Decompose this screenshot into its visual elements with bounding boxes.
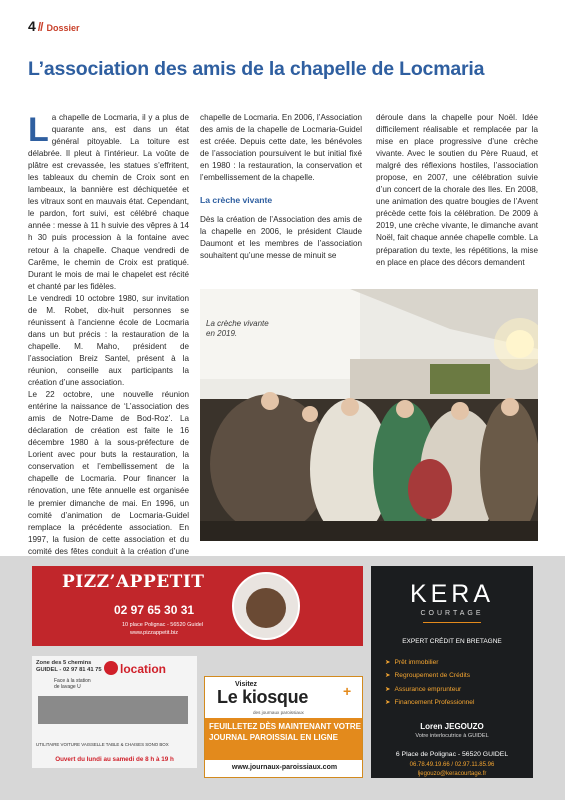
page-folio: [28, 18, 80, 34]
arrow-icon: ➤: [385, 659, 391, 666]
article-column-3: [376, 112, 538, 269]
kiosque-subtitle: des journaux paroissiaux: [253, 710, 304, 715]
loc-zone: [36, 660, 102, 674]
kera-phones[interactable]: 06.78.49.19.66 / 02.97.11.85.96: [409, 762, 495, 768]
photo-caption: [206, 319, 269, 339]
loc-zone-line: Zone des 5 chemins: [36, 660, 92, 666]
nativity-photo: [200, 289, 538, 541]
article-column-1: [28, 112, 189, 570]
kiosque-ad[interactable]: [204, 676, 363, 778]
kera-service-label: Assurance emprunteur: [394, 685, 462, 693]
kera-service-label: Financement Professionnel: [394, 698, 475, 706]
kera-logo: KERA: [409, 580, 495, 608]
arrow-icon: ➤: [385, 672, 391, 680]
arrow-icon: ➤: [385, 685, 391, 693]
kera-services: [385, 656, 474, 709]
paragraph: a chapelle de Locmaria, il y a plus de quarante ans, est dans un état général pitoyable. La toiture est délabrée. Il pleut à l’intérieur. La voûte de plâtre est crevassée, les statues s’effritent, les tableaux du chemin de Croix sont en lambeaux, la bannière est déchiquetée et les vitraux sont en mauvais état. Cependant, le pardon, fort suivi, est célébré chaque année : messe à 11 h suivie des vêpres à 14 h 30 puis procession à la fontaine avec retour à la chapelle. Chaque vendredi de Carême, le chemin de Croix est pratiqué. Durant le mois de mai le chapelet est récité et chanté par les fidèles.: [28, 113, 189, 291]
kera-contact-role: Votre interlocutrice à GUIDEL: [415, 733, 489, 739]
loc-hours: Ouvert du lundi au samedi de 8 h à 19 h: [55, 756, 174, 763]
paragraph: chapelle de Locmaria. En 2006, l’Association des amis de la chapelle de Locmaria-Guidel est créée. Depuis cette date, les bénévoles de l’association poursuivent le but initial fixé en 1980 : la restauration, la conservation et l’embellissement de la chapelle.: [200, 113, 362, 183]
kera-subtitle: COURTAGE: [420, 610, 484, 617]
store-building-image: [38, 696, 188, 724]
paragraph: Le vendredi 10 octobre 1980, sur invitation de M. Robet, dix-huit personnes se réunissent à l’ancienne école de Locmaria dans un but précis : la restauration de la chapelle. M. Maho, président de l’association Breiz Santel, présent à la réunion, conseille aux participants la création d’une association.: [28, 293, 189, 388]
subheading: La crèche vivante: [200, 195, 273, 206]
kiosque-url[interactable]: www.journaux-paroissiaux.com: [231, 764, 338, 771]
loc-station: [54, 678, 91, 690]
article-title: L’association des amis de la chapelle de Locmaria: [28, 58, 485, 80]
kera-service-label: Regroupement de Crédits: [394, 672, 471, 680]
u-logo-icon: [104, 661, 118, 675]
pizz-appetit-ad[interactable]: [32, 566, 363, 646]
kera-address: 6 Place de Polignac - 56520 GUIDEL: [395, 751, 509, 758]
loc-brand: location: [120, 662, 167, 676]
plus-icon: +: [343, 683, 352, 699]
kera-contact-name: Loren JEGOUZO: [420, 722, 484, 731]
loc-station-line: de lavage U: [54, 684, 81, 690]
arrow-icon: ➤: [385, 698, 391, 706]
kera-service-item: [385, 656, 474, 669]
paragraph: Le 22 octobre, une nouvelle réunion entérine la naissance de ‘L’association des amis de Notre-Dame de Bod-Roz’. La déclaration de création est faite le 16 décembre 1980 à la sous-préfecture de Lorient avec pour buts la restauration, la conservation et l’embellissement de la chapelle de Locmaria. Pour financer la rénovation, une fête annuelle est organisée le premier dimanche de mai. En 1996, un comité d’animation de Locmaria-Guidel remplace la précédente association. En 1997, la fusion de cette association et du comité des fêtes conduit à la création d’une: [28, 390, 189, 556]
folio-separator: //: [37, 20, 43, 34]
pizz-website: www.pizzappetit.biz: [130, 630, 178, 636]
kera-tagline: EXPERT CRÉDIT EN BRETAGNE: [402, 638, 502, 645]
page-number: 4: [28, 18, 36, 34]
drop-cap: L: [28, 111, 49, 149]
loc-zone-line: GUIDEL - 02 97 81 41 75: [36, 667, 102, 673]
ads-section: [0, 556, 565, 800]
kera-email[interactable]: ljegouzo@keracourtage.fr: [417, 771, 487, 777]
kiosque-name: Le kiosque: [217, 687, 309, 707]
pizz-phone: 02 97 65 30 31: [114, 603, 195, 617]
loc-categories: UTILITAIRE VOITURE VAISSELLE TABLE & CHAISES SONO BOX: [36, 742, 169, 747]
kiosque-band-text: FEUILLETEZ DÈS MAINTENANT VOTRE JOURNAL PAROISSIAL EN LIGNE: [209, 722, 361, 742]
kiosque-visitez: Visitez: [235, 681, 258, 688]
paragraph: Dès la création de l’Association des amis de la chapelle en 2006, le président Claude Daumont et les membres de l’association souhaitent qu’une messe de minuit se: [200, 215, 362, 261]
section-label: Dossier: [46, 23, 80, 33]
article-column-2: [200, 112, 362, 263]
kera-courtage-ad[interactable]: [371, 566, 533, 778]
loc-station-line: Face à la station: [54, 678, 91, 684]
kera-service-item: [385, 696, 474, 709]
pizz-address: 10 place Polignac - 56520 Guidel: [122, 622, 204, 628]
kera-service-item: [385, 683, 474, 696]
kera-service-item: [385, 669, 474, 682]
coffee-bean-icon: [246, 588, 286, 628]
paragraph: déroule dans la chapelle pour Noël. Idée difficilement réalisable et remplacée par la mise en place progressive d’une crèche vivante. Avec le soutien du Père Ruaud, et malgré des réflexions hostiles, l’association propose, en 2007, une célébration suivie d’un concert de la chorale des Iles. En 2008, une animation des quatre bougies de l’Avent précède cette fois la célébration. De 2009 à 2019, une crèche vivante, le dimanche avant Noël, fait chaque année chapelle comble. La préparation du texte, les répétitions, la mise en place en place des décors demandent: [376, 113, 538, 267]
kera-service-label: Prêt immobilier: [394, 659, 439, 666]
pizz-logo: PIZZ’APPETIT: [62, 572, 205, 592]
caption-line: La crèche vivante: [206, 319, 269, 328]
u-location-ad[interactable]: [32, 656, 197, 768]
kera-divider: [423, 622, 481, 623]
caption-line: en 2019.: [206, 329, 238, 338]
